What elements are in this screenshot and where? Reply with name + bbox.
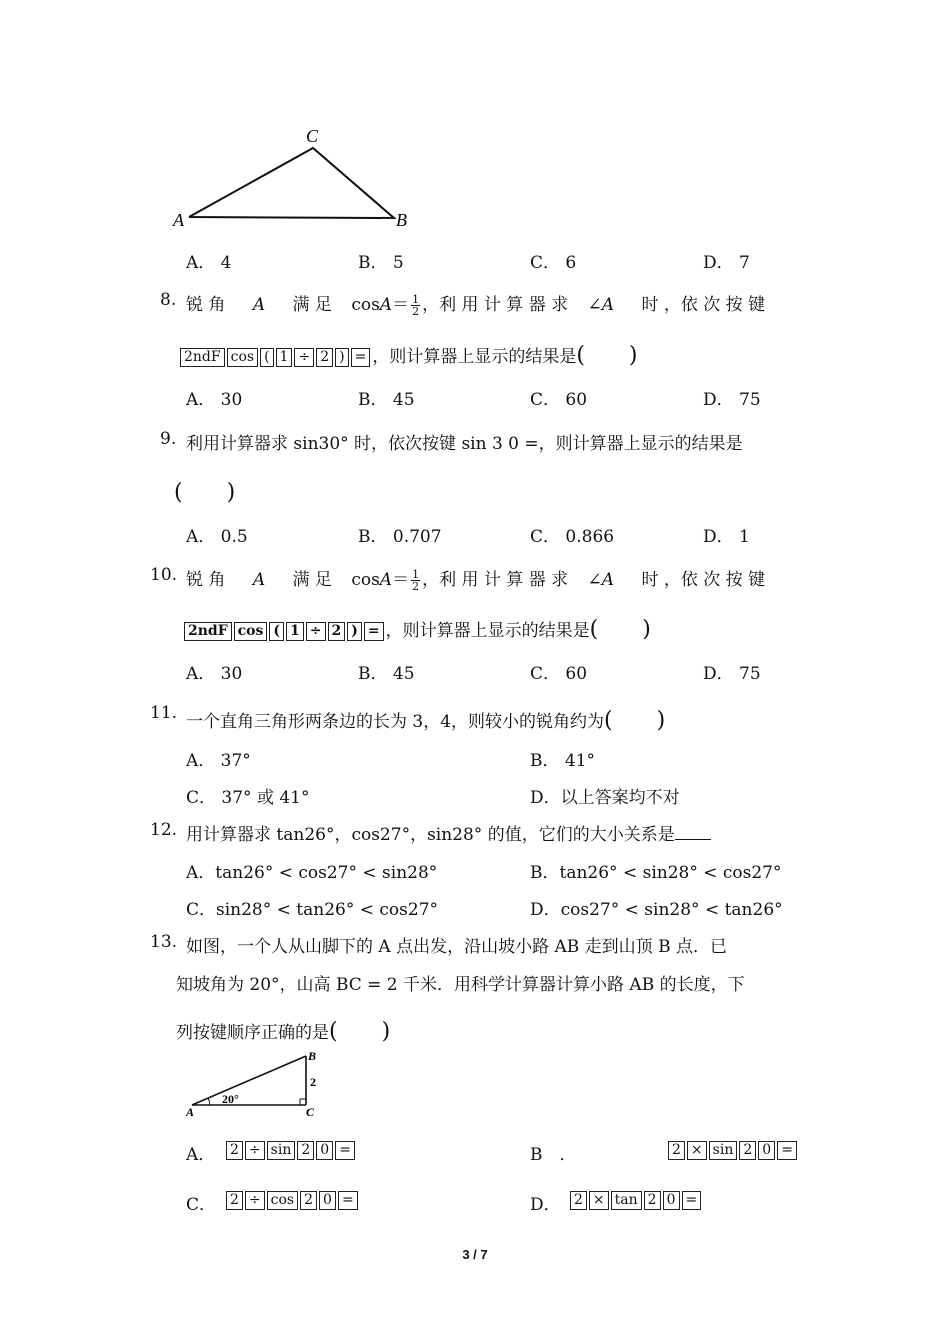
q8-key-sequence (180, 338, 638, 369)
q10-key-sequence (184, 612, 651, 643)
q10-stem-mid: 满 足 (292, 570, 332, 590)
q13-d-key-times: × (589, 1191, 609, 1210)
q13-option-d-keys (570, 1190, 703, 1210)
triangle-label-c: C (306, 126, 319, 146)
slope-label-b: B (308, 1049, 317, 1063)
q8-key-2ndf: 2ndF (180, 348, 225, 367)
q13-c-key-2b: 2 (300, 1191, 317, 1210)
q10-option-b: B． 45 (358, 664, 415, 684)
q13-a-key-0: 0 (316, 1141, 333, 1160)
q10-option-a: A． 30 (186, 664, 243, 684)
q8-key-divide: ÷ (294, 348, 314, 367)
q13-a-key-divide: ÷ (245, 1141, 265, 1160)
q8-stem-mid: 满 足 (292, 295, 332, 315)
q7-option-c: C． 6 (530, 253, 577, 273)
triangle-label-a: A (173, 210, 184, 230)
q10-angle: ∠A (587, 570, 615, 590)
q12-stem (186, 820, 711, 845)
q13-a-key-equals: = (335, 1141, 355, 1160)
q13-b-key-2b: 2 (739, 1141, 756, 1160)
q13-a-key-2b: 2 (297, 1141, 314, 1160)
q10-key-2ndf: 2ndF (184, 622, 232, 641)
slope-label-side: 2 (310, 1075, 316, 1089)
q13-d-key-equals: = (682, 1191, 702, 1210)
q8-stem-line1: 锐 角 A 满 足 cosA＝ $\frac{1}{2}$ ，利 用 计 算 器 求 ∠A 时 ，依 次 按 键 (186, 293, 766, 318)
q11-option-b: B． 41° (530, 751, 596, 771)
q9-option-c: C． 0.866 (530, 527, 615, 547)
q13-number: 13. (150, 932, 178, 952)
q10-key-rparen: ) (347, 622, 362, 641)
q10-line2: ，则计算器上显示的结果是 (385, 621, 590, 641)
q13-d-key-2b: 2 (644, 1191, 661, 1210)
q13-option-d-label: D． (530, 1195, 561, 1215)
q7-option-a: A． 4 (186, 253, 232, 273)
q13-c-key-equals: = (338, 1191, 358, 1210)
q13-b-key-times: × (687, 1141, 707, 1160)
q8-stem-post: ，利 用 计 算 器 求 (422, 295, 569, 315)
q10-stem-post: ，利 用 计 算 器 求 (422, 570, 569, 590)
q13-option-a-label: A． (186, 1145, 216, 1165)
q7-option-b: B． 5 (358, 253, 404, 273)
q13-stem-line3-text: 列按键顺序正确的是 (176, 1023, 329, 1043)
q13-option-b-keys (668, 1140, 799, 1160)
q10-key-1: 1 (286, 622, 304, 641)
q13-option-a-keys (226, 1140, 357, 1160)
q8-var-a: A (252, 295, 266, 315)
q10-paren: ( ) (589, 617, 651, 642)
triangle-figure (170, 120, 420, 235)
q8-stem-end: 时 ，依 次 按 键 (641, 295, 766, 315)
q10-stem-pre: 锐 角 (186, 570, 226, 590)
q13-b-key-0: 0 (758, 1141, 775, 1160)
q8-paren: ( ) (576, 343, 638, 368)
q10-key-cos: cos (234, 622, 268, 641)
q8-line2: ，则计算器上显示的结果是 (372, 347, 577, 367)
q11-stem (186, 703, 665, 734)
q13-option-b-label: B ． (530, 1145, 577, 1165)
q11-option-c: C． 37° 或 41° (186, 788, 310, 808)
q8-option-a: A． 30 (186, 390, 243, 410)
q12-option-b: B．tan26° < sin28° < cos27° (530, 863, 782, 883)
q8-key-1: 1 (276, 348, 293, 367)
page-number: 3 / 7 (462, 1247, 488, 1262)
q8-key-lparen: ( (260, 348, 273, 367)
q8-number: 8. (160, 290, 177, 310)
q10-key-divide: ÷ (306, 622, 326, 641)
q13-b-key-sin: sin (709, 1141, 738, 1160)
q7-option-d: D． 7 (703, 253, 750, 273)
q8-key-rparen: ) (335, 348, 348, 367)
q13-c-key-cos: cos (267, 1191, 298, 1210)
q10-fraction: $\frac{1}{2}$ (412, 568, 420, 593)
q10-number: 10. (150, 565, 178, 585)
q8-key-equals: = (351, 348, 371, 367)
q13-stem-line3 (176, 1014, 390, 1045)
q11-paren: ( ) (604, 708, 666, 733)
q13-option-c-keys (226, 1190, 360, 1210)
q13-a-key-sin: sin (267, 1141, 296, 1160)
slope-label-a: A (186, 1105, 195, 1118)
q9-option-d: D． 1 (703, 527, 750, 547)
q11-stem-text: 一个直角三角形两条边的长为 3，4，则较小的锐角约为 (186, 712, 605, 732)
q8-stem-pre: 锐 角 (186, 295, 226, 315)
q10-key-equals: = (364, 622, 384, 641)
q8-fraction: $\frac{1}{2}$ (412, 293, 420, 318)
q13-c-key-divide: ÷ (245, 1191, 265, 1210)
q9-paren: ( ) (174, 480, 236, 505)
q10-option-d: D． 75 (703, 664, 761, 684)
q13-stem-line1: 如图，一个人从山脚下的 A 点出发，沿山坡小路 AB 走到山顶 B 点．已 (186, 937, 727, 957)
q10-var-a: A (252, 570, 266, 590)
q8-option-d: D． 75 (703, 390, 761, 410)
q12-option-a: A．tan26° < cos27° < sin28° (186, 863, 438, 883)
q10-key-lparen: ( (269, 622, 284, 641)
q13-option-c-label: C． (186, 1195, 217, 1215)
q10-cos: cos (351, 570, 380, 590)
q8-key-cos: cos (227, 348, 258, 367)
q13-a-key-2: 2 (226, 1141, 243, 1160)
q8-angle: ∠A (587, 295, 615, 315)
slope-figure (180, 1046, 330, 1118)
q11-number: 11. (150, 703, 178, 723)
q9-stem: 利用计算器求 sin30° 时，依次按键 sin 3 0 =，则计算器上显示的结果是 (186, 434, 743, 454)
q13-d-key-tan: tan (611, 1191, 642, 1210)
q8-key-2: 2 (316, 348, 333, 367)
q13-c-key-2: 2 (226, 1191, 243, 1210)
slope-label-angle: 20° (222, 1092, 239, 1106)
q11-option-a: A． 37° (186, 751, 251, 771)
slope-label-c: C (306, 1105, 315, 1118)
q10-stem-line1: 锐 角 A 满 足 cosA＝ $\frac{1}{2}$ ，利 用 计 算 器 求 ∠A 时 ，依 次 按 键 (186, 568, 766, 593)
q13-b-key-equals: = (777, 1141, 797, 1160)
q13-d-key-2: 2 (570, 1191, 587, 1210)
q8-option-b: B． 45 (358, 390, 415, 410)
q8-cos: cos (351, 295, 380, 315)
q12-number: 12. (150, 820, 178, 840)
q10-key-2: 2 (328, 622, 346, 641)
q13-stem-line2: 知坡角为 20°，山高 BC = 2 千米．用科学计算器计算小路 AB 的长度，下 (176, 975, 745, 995)
q9-number: 9. (160, 429, 177, 449)
q11-option-d: D．以上答案均不对 (530, 788, 680, 808)
q9-option-a: A． 0.5 (186, 527, 248, 547)
q12-option-c: C．sin28° < tan26° < cos27° (186, 900, 439, 920)
triangle-label-b: B (396, 210, 407, 230)
q12-answer-blank (675, 825, 711, 840)
q8-option-c: C． 60 (530, 390, 588, 410)
q13-paren: ( ) (329, 1019, 391, 1044)
q10-option-c: C． 60 (530, 664, 588, 684)
q12-option-d: D．cos27° < sin28° < tan26° (530, 900, 783, 920)
q9-option-b: B． 0.707 (358, 527, 442, 547)
q13-b-key-2: 2 (668, 1141, 685, 1160)
q13-d-key-0: 0 (663, 1191, 680, 1210)
q10-stem-end: 时 ，依 次 按 键 (641, 570, 766, 590)
q13-c-key-0: 0 (319, 1191, 336, 1210)
q12-stem-text: 用计算器求 tan26°，cos27°，sin28° 的值，它们的大小关系是 (186, 825, 675, 845)
